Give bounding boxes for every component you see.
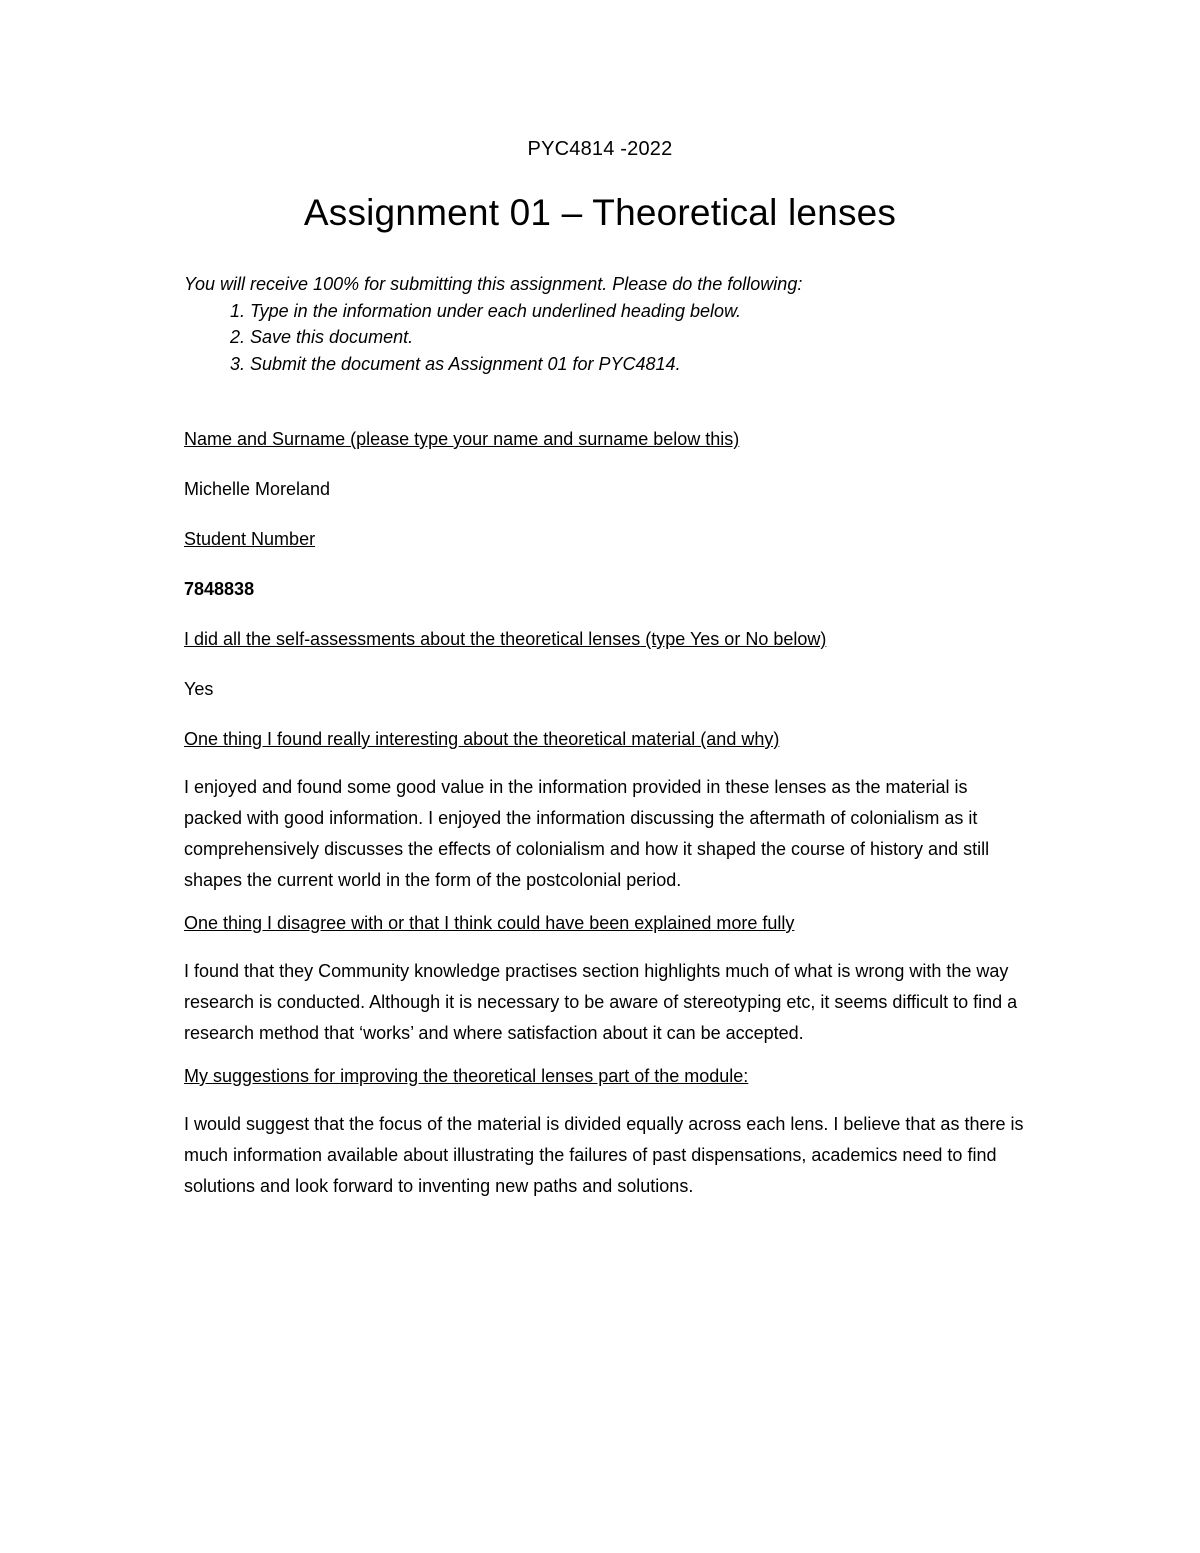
instructions-list [184, 298, 1024, 378]
interesting-answer: I enjoyed and found some good value in the information provided in these lenses as the material is packed with good information. I enjoyed the information discussing the aftermath of colonialism as it comprehensively discusses the effects of colonialism and how it shaped the course of history and still shapes the current world in the form of the postcolonial period. [184, 777, 990, 890]
instruction-item: 2. Save this document. [250, 324, 1024, 351]
instruction-item: 1. Type in the information under each underlined heading below. [250, 298, 1024, 325]
disagree-answer: I found that they Community knowledge practises section highlights much of what is wrong with the way research is conducted. Although it is necessary to be aware of stereotyping etc, it seems difficult to find a research method that ‘works’ and where satisfaction about it can be accepted. [184, 961, 1018, 1043]
interesting-heading-label: One thing I found really interesting about the theoretical material (and why) [184, 729, 780, 749]
disagree-heading [184, 910, 1024, 956]
name-heading-hint: (please type your name and surname below this) [345, 429, 740, 449]
self-assessment-heading [184, 626, 1024, 676]
name-answer: Michelle Moreland [184, 479, 331, 499]
self-assessment-answer: Yes [184, 679, 214, 699]
name-heading-label: Name and Surname [184, 429, 346, 449]
name-section-heading [184, 426, 1024, 476]
student-number-answer: 7848838 [184, 579, 255, 599]
form-content [184, 426, 1024, 1216]
self-assessment-heading-label: I did all the self-assessments about the theoretical lenses [184, 629, 641, 649]
instructions-intro: You will receive 100% for submitting this assignment. Please do the following: [184, 274, 803, 294]
instruction-item: 3. Submit the document as Assignment 01 for PYC4814. [250, 351, 1024, 378]
suggestions-answer: I would suggest that the focus of the material is divided equally across each lens. I believe that as there is much information available about illustrating the failures of past dispensations, academics need to find solutions and look forward to inventing new paths and solutions. [184, 1114, 1024, 1196]
student-number-heading [184, 526, 1024, 576]
suggestions-heading [184, 1063, 1024, 1109]
document-title: Assignment 01 – Theoretical lenses [303, 192, 897, 233]
course-code: PYC4814 -2022 [527, 138, 673, 160]
interesting-heading [184, 726, 1024, 772]
self-assessment-heading-hint: (type Yes or No below) [640, 629, 827, 649]
suggestions-heading-label: My suggestions for improving the theoretical lenses part of the module: [184, 1066, 749, 1086]
student-number-heading-label: Student Number [184, 529, 316, 549]
instructions-block [184, 271, 1024, 377]
disagree-heading-label: One thing I disagree with or that I think could have been explained more fully [184, 913, 795, 933]
